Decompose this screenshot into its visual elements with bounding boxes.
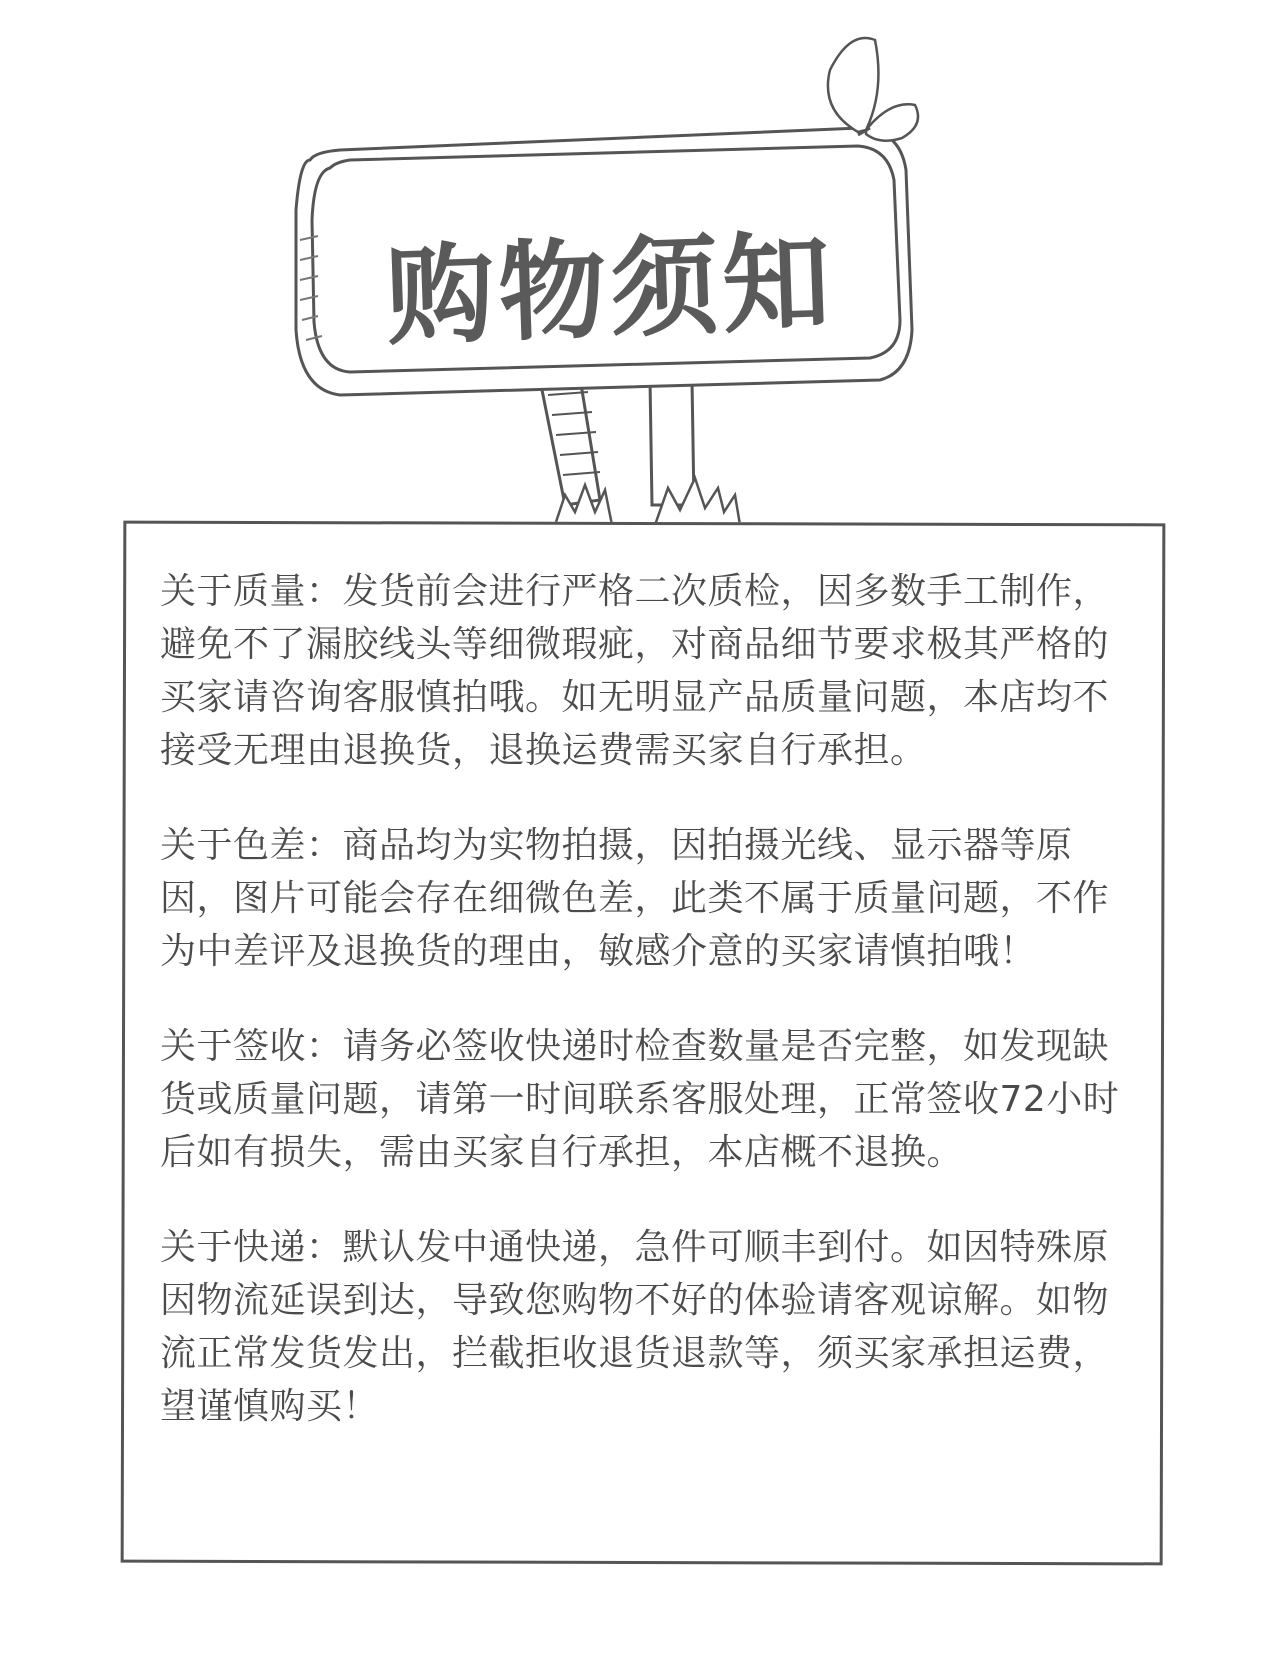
notice-body (160, 565, 1130, 1475)
sign-title: 购物须知 (384, 218, 837, 361)
signpost-stick (540, 378, 694, 505)
butterfly-icon (828, 38, 918, 141)
section-express-delivery: 关于快递：默认发中通快递，急件可顺丰到付。如因特殊原因物流延误到达，导致您购物不好的体验请客观谅解。如物流正常发货发出，拦截拒收退货退款等，须买家承担运费，望谨慎购买！ (160, 1227, 1110, 1427)
section-color-difference: 关于色差：商品均为实物拍摄，因拍摄光线、显示器等原因，图片可能会存在细微色差，此类不属于质量问题，不作为中差评及退换货的理由，敏感介意的买家请慎拍哦！ (160, 825, 1110, 972)
section-quality: 关于质量：发货前会进行严格二次质检，因多数手工制作，避免不了漏胶线头等细微瑕疵，对商品细节要求极其严格的买家请咨询客服慎拍哦。如无明显产品质量问题，本店均不接受无理由退换货，退换运费需买家自行承担。 (160, 571, 1110, 771)
section-signing-receipt: 关于签收：请务必签收快递时检查数量是否完整，如发现缺货或质量问题，请第一时间联系客服处理，正常签收72小时后如有损失，需由买家自行承担，本店概不退换。 (160, 1026, 1120, 1173)
